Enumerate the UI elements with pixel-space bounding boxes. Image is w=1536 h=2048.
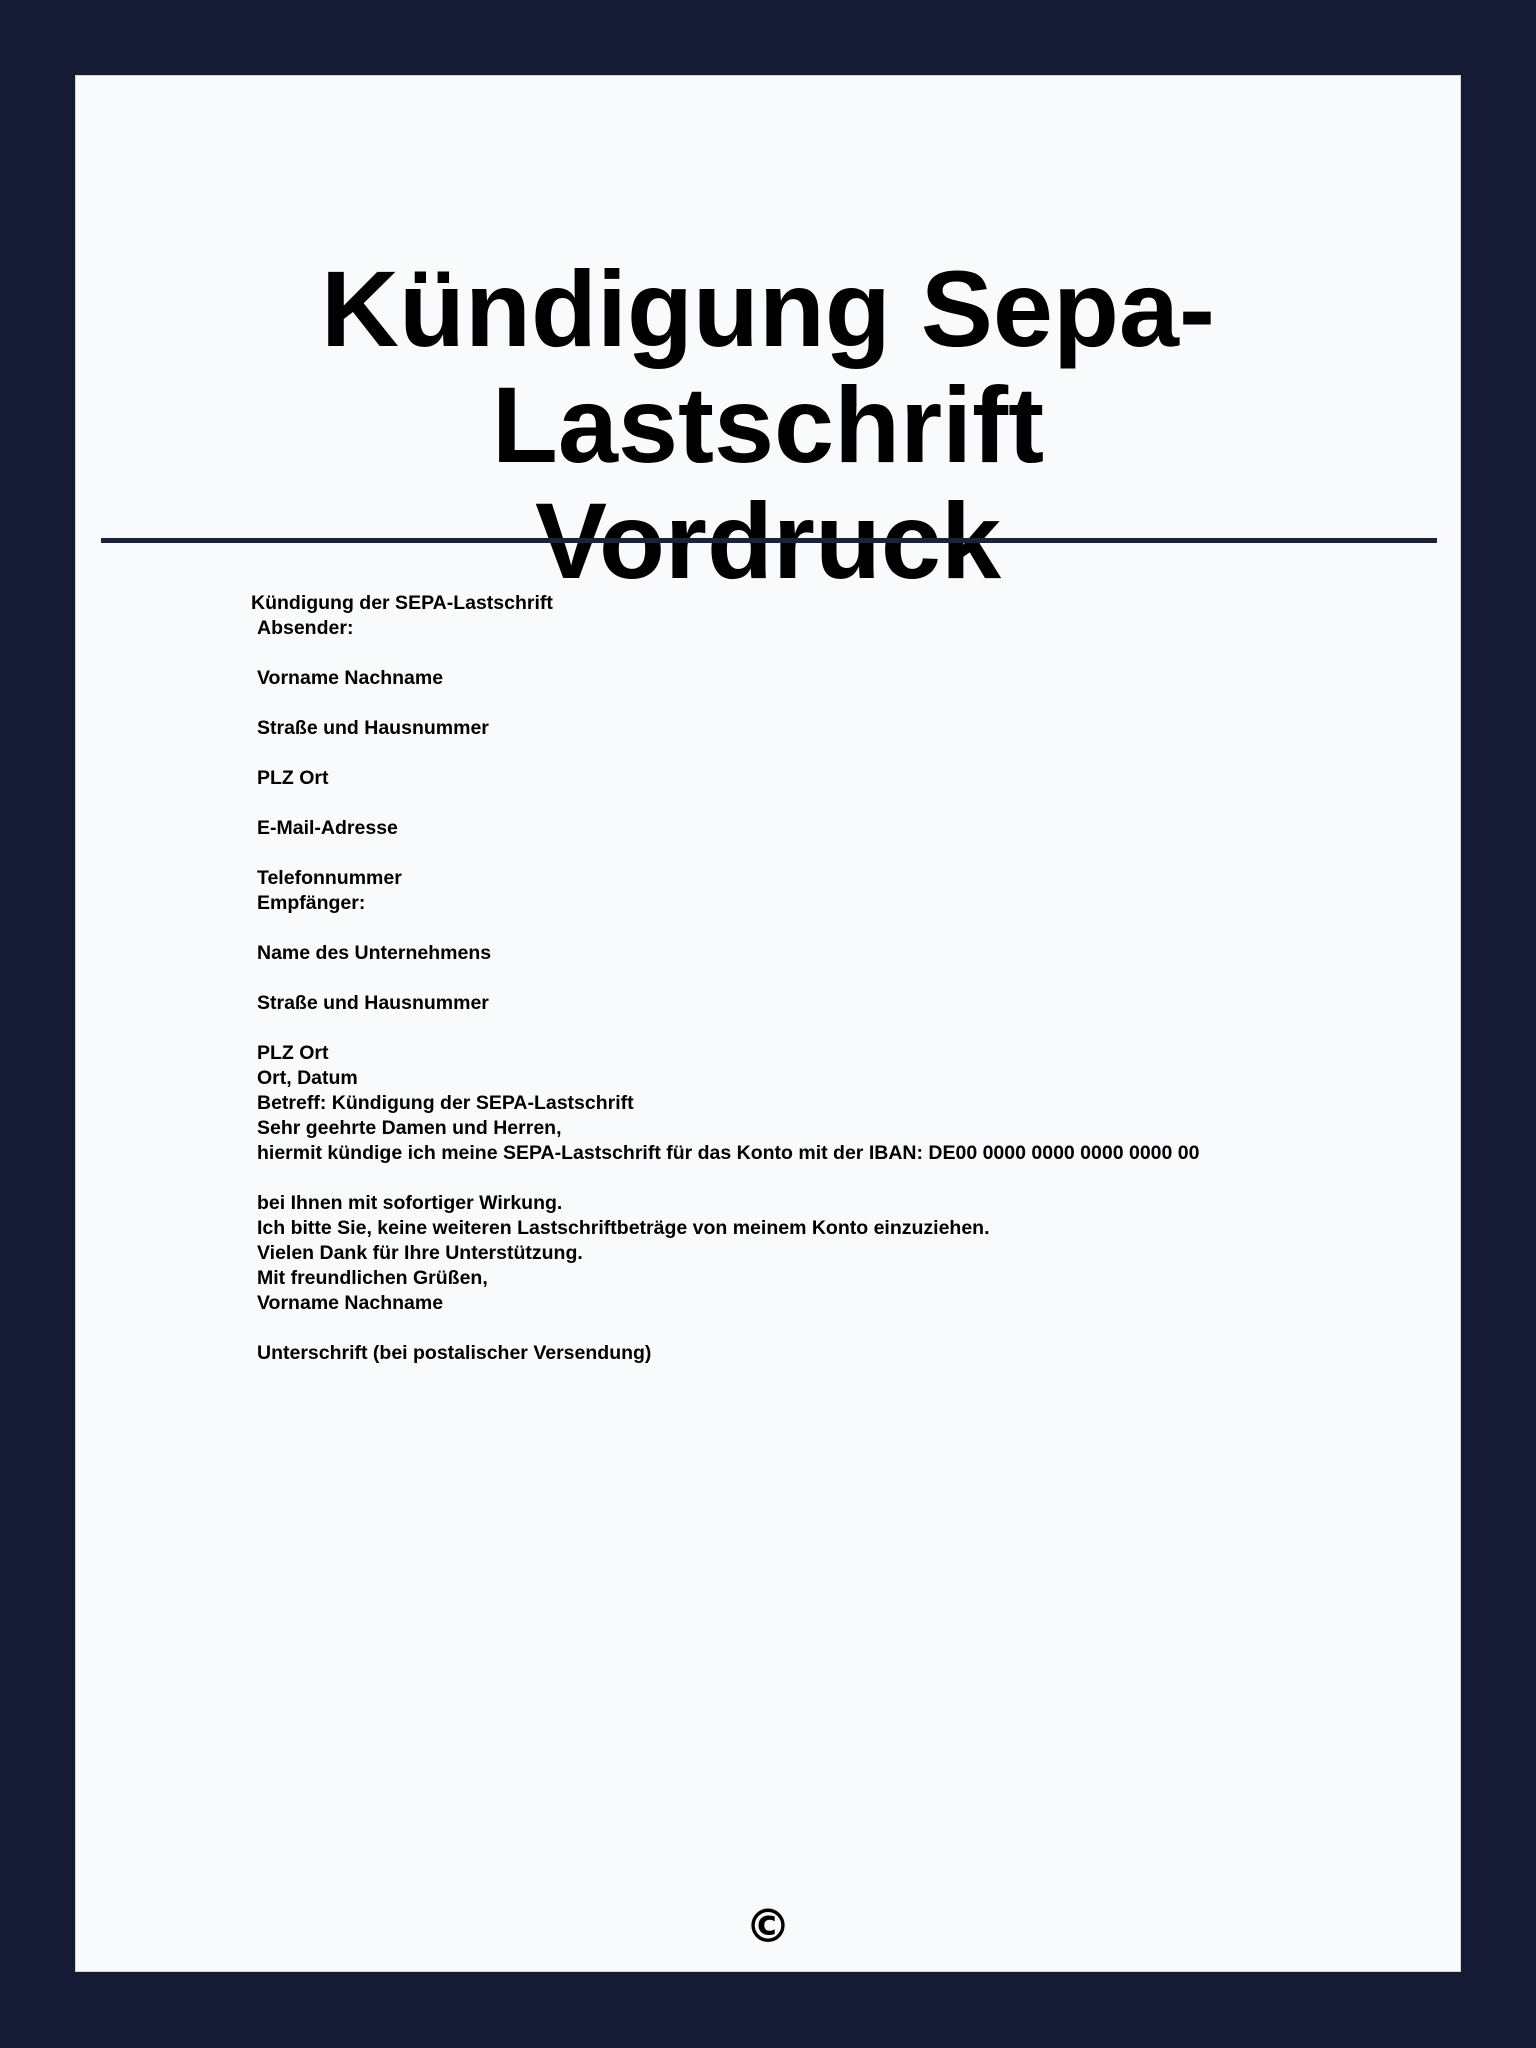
closing: Mit freundlichen Grüßen, (257, 1267, 488, 1289)
sender-street: Straße und Hausnummer (257, 717, 489, 739)
sender-city: PLZ Ort (257, 767, 329, 789)
recipient-company: Name des Unternehmens (257, 942, 492, 964)
place-date: Ort, Datum (257, 1067, 358, 1089)
spacer (251, 1016, 1351, 1041)
spacer (251, 791, 1351, 816)
subject-line: Betreff: Kündigung der SEPA-Lastschrift (257, 1092, 634, 1114)
body-line-request: Ich bitte Sie, keine weiteren Lastschriftbeträge von meinem Konto einzuziehen. (257, 1217, 990, 1239)
letter-heading: Kündigung der SEPA-Lastschrift (251, 592, 553, 614)
document-title-line-2: Vordruck (534, 480, 1002, 601)
spacer (251, 966, 1351, 991)
title-divider (101, 538, 1437, 543)
document-title (100, 248, 1436, 601)
sender-name: Vorname Nachname (257, 667, 444, 689)
sender-phone: Telefonnummer (257, 867, 402, 889)
sender-email: E-Mail-Adresse (257, 817, 398, 839)
recipient-label: Empfänger: (257, 892, 366, 914)
sender-label: Absender: (257, 617, 354, 639)
body-line-iban: hiermit kündige ich meine SEPA-Lastschrift für das Konto mit der IBAN: DE00 0000 0000 0000 0000 00 (257, 1142, 1200, 1164)
spacer (251, 1316, 1351, 1341)
recipient-city: PLZ Ort (257, 1042, 329, 1064)
document-page (75, 75, 1461, 1972)
spacer (251, 741, 1351, 766)
spacer (251, 691, 1351, 716)
salutation: Sehr geehrte Damen und Herren, (257, 1117, 562, 1139)
spacer (251, 1166, 1351, 1191)
spacer (251, 641, 1351, 666)
letter-body (251, 591, 1351, 1366)
signature-note: Unterschrift (bei postalischer Versendung) (257, 1342, 652, 1364)
spacer (251, 916, 1351, 941)
recipient-street: Straße und Hausnummer (257, 992, 489, 1014)
body-line-thanks: Vielen Dank für Ihre Unterstützung. (257, 1242, 583, 1264)
spacer (251, 841, 1351, 866)
signature-name: Vorname Nachname (257, 1292, 444, 1314)
document-title-line-1: Kündigung Sepa-Lastschrift (321, 248, 1215, 485)
copyright-icon: © (745, 1899, 791, 1953)
body-line-effect: bei Ihnen mit sofortiger Wirkung. (257, 1192, 563, 1214)
